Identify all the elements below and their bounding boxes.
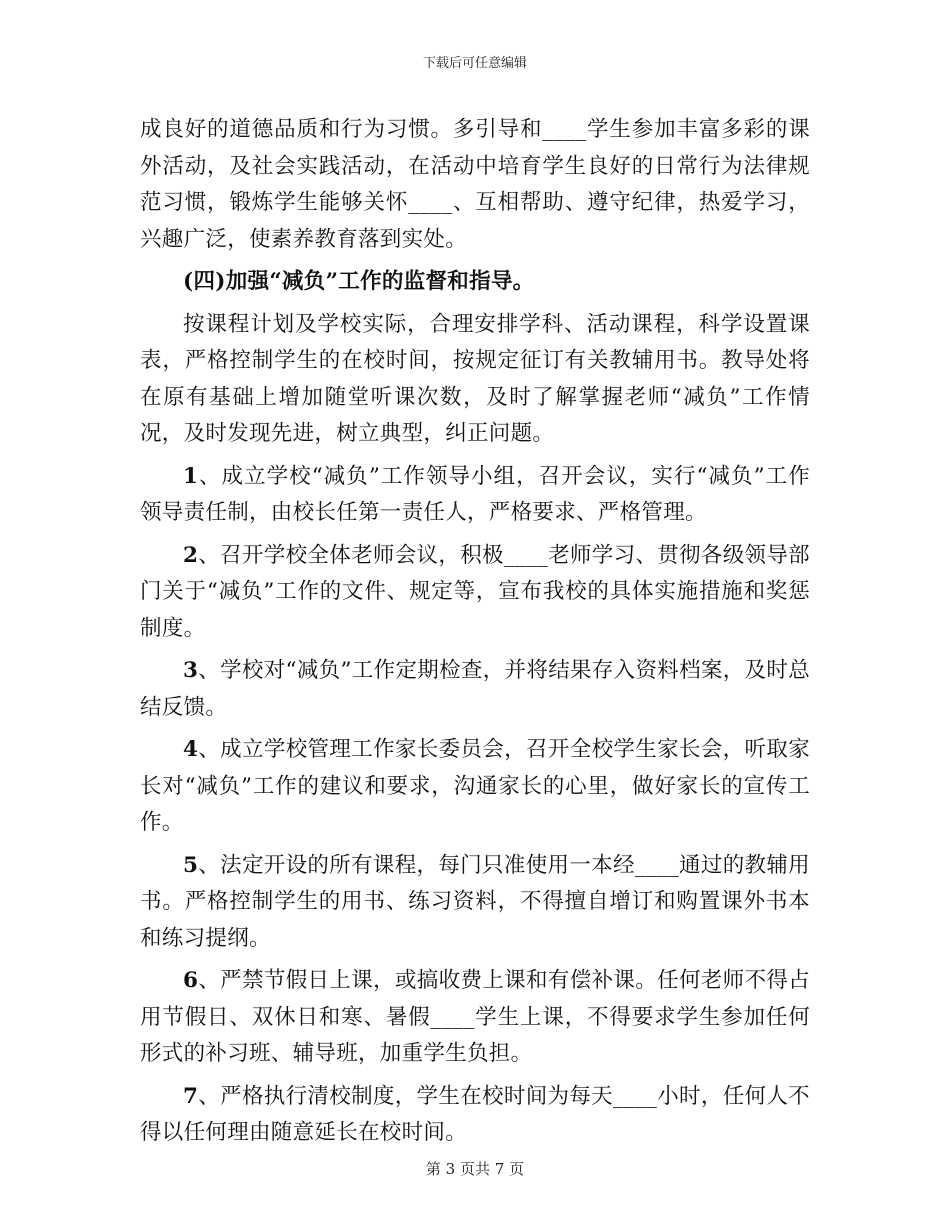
- list-item: [140, 732, 810, 842]
- list-item: [140, 459, 810, 532]
- list-item: [140, 963, 810, 1073]
- list-item-number: 6: [183, 968, 199, 993]
- list-item-text: 、成立学校管理工作家长委员会，召开全校学生家长会，听取家长对“减负”工作的建议和要求，沟通家长的心里，做好家长的宣传工作。: [140, 737, 810, 835]
- section-heading: [140, 264, 810, 301]
- paragraph-text: 成良好的道德品质和行为习惯。多引导和____学生参加丰富多彩的课外活动，及社会实践活动，在活动中培育学生良好的日常行为法律规范习惯，锻炼学生能够关怀____、互相帮助、遵守纪律，热爱学习，兴趣广泛，使素养教育落到实处。: [140, 117, 810, 252]
- list-item-text: 、成立学校“减负”工作领导小组，召开会议，实行“减负”工作领导责任制，由校长任第一责任人，严格要求、严格管理。: [140, 463, 810, 525]
- list-item-text: 、严格执行清校制度，学生在校时间为每天____小时，任何人不得以任何理由随意延长在校时间。: [140, 1083, 810, 1145]
- page-footer: 第 3 页共 7 页: [425, 1160, 525, 1178]
- list-item-number: 4: [183, 737, 199, 762]
- list-item: [140, 538, 810, 648]
- paragraph: [140, 307, 810, 453]
- list-item: [140, 1079, 810, 1152]
- list-item-text: 、法定开设的所有课程，每门只准使用一本经____通过的教辅用书。严格控制学生的用书、练习资料，不得擅自增订和购置课外书本和练习提纲。: [140, 852, 810, 951]
- list-item-number: 3: [183, 658, 199, 683]
- list-item-text: 、学校对“减负”工作定期检查，并将结果存入资料档案，及时总结反馈。: [140, 658, 810, 720]
- document-body: [140, 112, 810, 1158]
- list-item-number: 1: [183, 463, 199, 489]
- heading-text: (四)加强“减负”工作的监督和指导。: [183, 269, 535, 294]
- list-item-number: 2: [183, 542, 199, 568]
- list-item: [140, 653, 810, 726]
- paragraph-continued: [140, 112, 810, 258]
- list-item-number: 5: [183, 852, 199, 878]
- page-header: 下载后可任意编辑: [422, 56, 527, 71]
- list-item: [140, 848, 810, 958]
- list-item-number: 7: [183, 1083, 199, 1109]
- paragraph-text: 按课程计划及学校实际，合理安排学科、活动课程，科学设置课表，严格控制学生的在校时间，按规定征订有关教辅用书。教导处将在原有基础上增加随堂听课次数，及时了解掌握老师“减负”工作情况，及时发现先进，树立典型，纠正问题。: [140, 311, 810, 446]
- list-item-text: 、严禁节假日上课，或搞收费上课和有偿补课。任何老师不得占用节假日、双休日和寒、暑假____学生上课，不得要求学生参加任何形式的补习班、辅导班，加重学生负担。: [140, 968, 810, 1066]
- list-item-text: 、召开学校全体老师会议，积极____老师学习、贯彻各级领导部门关于“减负”工作的文件、规定等，宣布我校的具体实施措施和奖惩制度。: [140, 542, 810, 641]
